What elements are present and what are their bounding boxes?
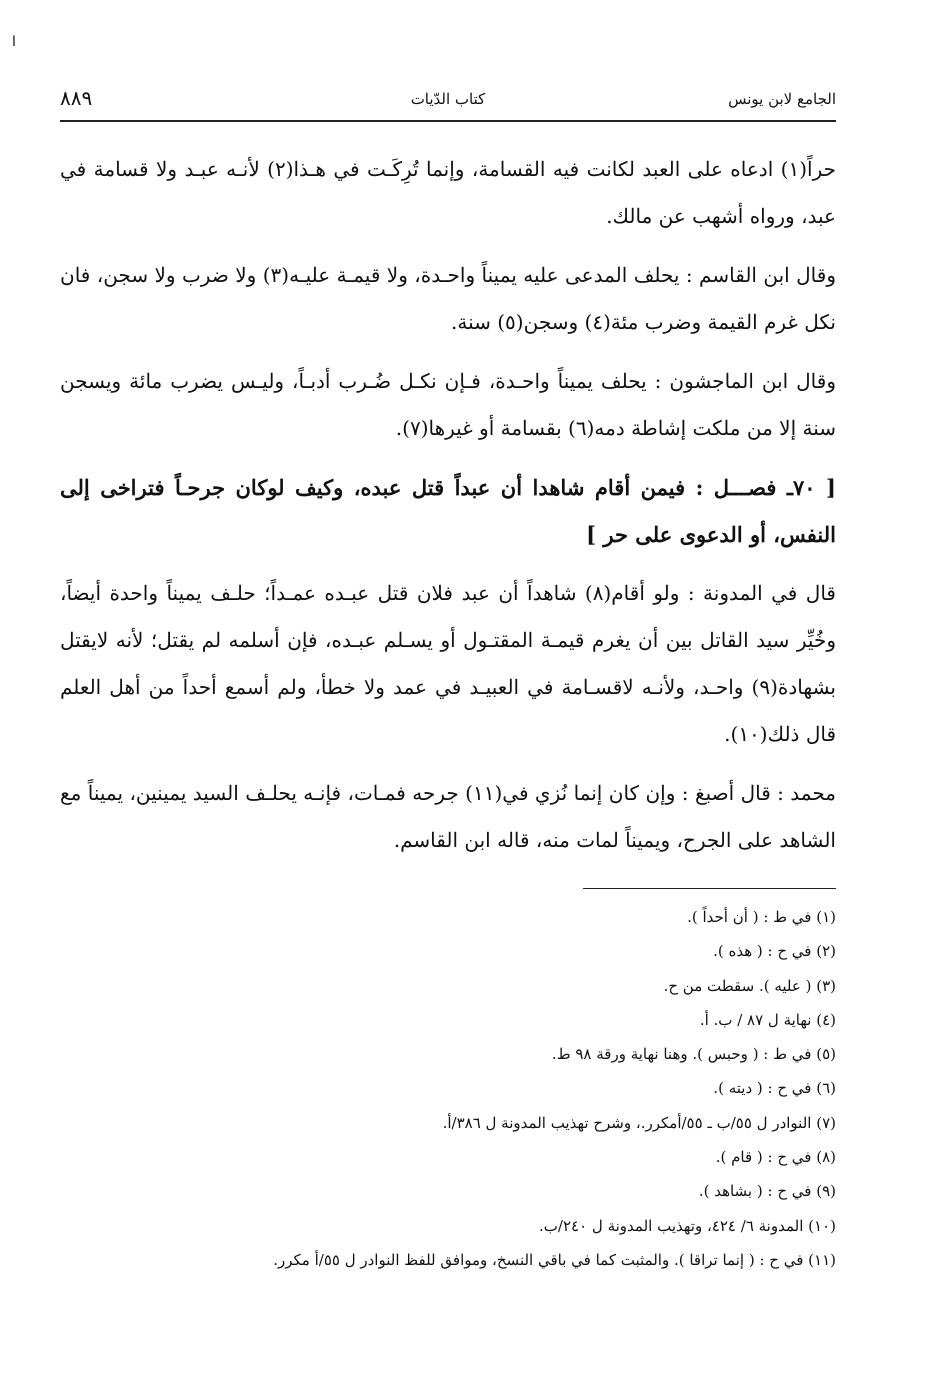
footnote-2: (٢) في ح : ( هذه ). xyxy=(713,942,836,961)
footnote-7: (٧) النوادر ل ٥٥/ب ـ ٥٥/أمكرر.، وشرح تهذيب المدونة ل ٣٨٦/أ. xyxy=(442,1113,836,1132)
footnote-rule xyxy=(583,888,836,889)
main-text xyxy=(60,146,836,864)
margin-mark: ا xyxy=(12,34,16,50)
footnote-11: (١١) في ح : ( إنما تراقا ). والمثبت كما في باقي النسخ، وموافق للفظ النوادر ل ٥٥/أ مكرر. xyxy=(273,1250,836,1269)
footnote-5: (٥) في ط : ( وحبس ). وهنا نهاية ورقة ٩٨ ط. xyxy=(551,1045,836,1064)
footnote-1: (١) في ط : ( أن أحداً ). xyxy=(687,908,836,926)
paragraph-4: قال في المدونة : ولو أقام(٨) شاهداً أن عبد فلان قتل عبـده عمـداً؛ حلـف يميناً واحدة أيضاً، وخُيِّر سيد القاتل بين أن يغرم قيمـة المقتـول أو يسـلم عبـده، فإن أسلمه لم يقتل؛ لأنه لايقتل بشهادة(٩) واحـد، ولأنـه لاقسـامة في العبيـد في عمد ولا خطأ، ولم أسمع أحداً من أهل العلم قال ذلك(١٠). xyxy=(60,581,836,746)
footnote-6: (٦) في ح : ( ديته ). xyxy=(713,1079,836,1098)
page-header xyxy=(60,86,836,116)
footnotes xyxy=(60,900,836,1277)
footnote-4: (٤) نهاية ل ٨٧ / ب. أ. xyxy=(699,1010,836,1029)
paragraph-5: محمد : قال أصبغ : وإن كان إنما نُزي في(١١) جرحه فمـات، فإنـه يحلـف السيد يمينين، يميناً مع الشاهد على الجرح، ويميناً لمات منه، قاله ابن القاسم. xyxy=(60,781,836,852)
footnote-8: (٨) في ح : ( قام ). xyxy=(715,1148,836,1167)
footnote-10: (١٠) المدونة ٦/ ٤٢٤، وتهذيب المدونة ل ٢٤٠/ب. xyxy=(539,1216,836,1235)
running-title-chapter: كتاب الدّيات xyxy=(410,90,486,108)
paragraph-2: وقال ابن القاسم : يحلف المدعى عليه يميناً واحـدة، ولا قيمـة عليـه(٣) ولا ضرب ولا سجن، فان نكل غرم القيمة وضرب مئة(٤) وسجن(٥) سنة. xyxy=(60,263,836,334)
section-heading: [ ٧٠ـ فصـــل : فيمن أقام شاهدا أن عبداً قتل عبده، وكيف لوكان جرحـاً فتراخى إلى النفس، أو الدعوى على حر ] xyxy=(60,475,836,547)
paragraph-1: حراً(١) ادعاه على العبد لكانت فيه القسامة، وإنما تُرِكَـت في هـذا(٢) لأنـه عبـد ولا قسامة في عبد، ورواه أشهب عن مالك. xyxy=(60,157,836,228)
running-title-book: الجامع لابن يونس xyxy=(728,90,836,108)
footnote-9: (٩) في ح : ( بشاهد ). xyxy=(698,1182,836,1201)
footnote-3: (٣) ( عليه ). سقطت من ح. xyxy=(663,976,836,995)
paragraph-3: وقال ابن الماجشون : يحلف يميناً واحـدة، فـإن نكـل ضُـرب أدبـاً، وليـس يضرب مائة ويسجن سنة إلا من ملكت إشاطة دمه(٦) بقسامة أو غيرها(٧). xyxy=(60,369,836,440)
header-rule xyxy=(60,120,836,122)
page-number: ٨٨٩ xyxy=(60,86,93,110)
